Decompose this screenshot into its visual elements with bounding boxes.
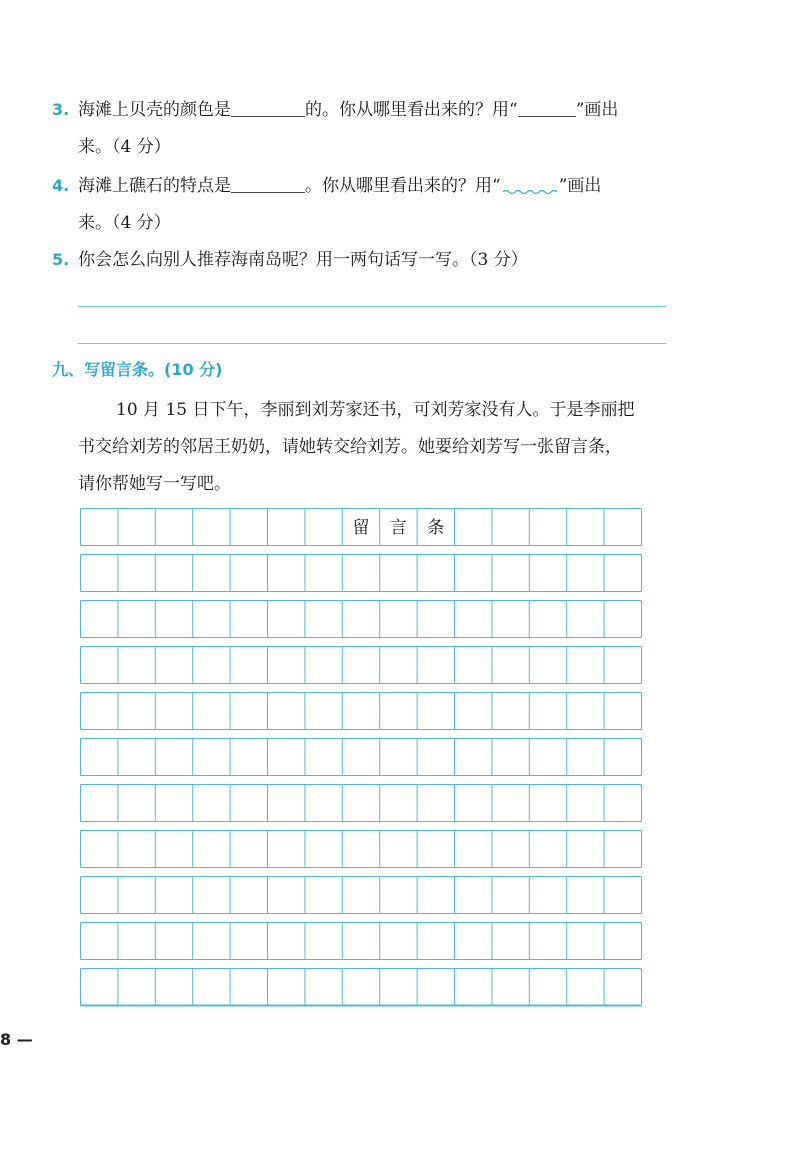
question-3-continuation: 来。（4 分） xyxy=(78,137,171,157)
grid-heading-char: 留 xyxy=(352,518,370,538)
question-text: 海滩上贝壳的颜色是 xyxy=(78,100,231,120)
prompt-line: 请你帮她写一写吧。 xyxy=(78,474,231,494)
section-title: 九、写留言条。(10 分) xyxy=(52,360,223,379)
answer-line[interactable] xyxy=(78,343,666,344)
question-text: ”画出 xyxy=(558,176,602,196)
wavy-line-mark-sample xyxy=(501,175,559,193)
question-3 xyxy=(52,95,618,125)
grid-heading-char: 条 xyxy=(427,518,445,538)
question-text: 。你从哪里看出来的？用“ xyxy=(305,176,501,196)
answer-line[interactable] xyxy=(78,306,666,307)
question-text: ”画出 xyxy=(575,100,619,120)
answer-blank[interactable] xyxy=(231,98,305,117)
question-4 xyxy=(52,171,601,201)
writing-grid[interactable] xyxy=(80,508,642,1014)
question-number: 5. xyxy=(52,250,70,269)
prompt-line: 书交给刘芳的邻居王奶奶，请她转交给刘芳。她要给刘芳写一张留言条， xyxy=(78,437,622,457)
grid-heading-char: 言 xyxy=(389,518,407,538)
prompt-line: 10 月 15 日下午，李丽到刘芳家还书，可刘芳家没有人。于是李丽把 xyxy=(116,400,635,420)
question-4-continuation: 来。（4 分） xyxy=(78,213,171,233)
question-text: 的。你从哪里看出来的？用“ xyxy=(305,100,518,120)
answer-blank[interactable] xyxy=(231,174,305,193)
question-5 xyxy=(52,245,528,275)
underline-mark-sample xyxy=(518,98,576,117)
section-prompt xyxy=(78,392,678,503)
question-text: 海滩上礁石的特点是 xyxy=(78,176,231,196)
question-number: 3. xyxy=(52,100,70,119)
question-number: 4. xyxy=(52,176,70,195)
question-text: 你会怎么向别人推荐海南岛呢？用一两句话写一写。（3 分） xyxy=(78,250,528,270)
page-number: 8 — xyxy=(0,1030,33,1049)
